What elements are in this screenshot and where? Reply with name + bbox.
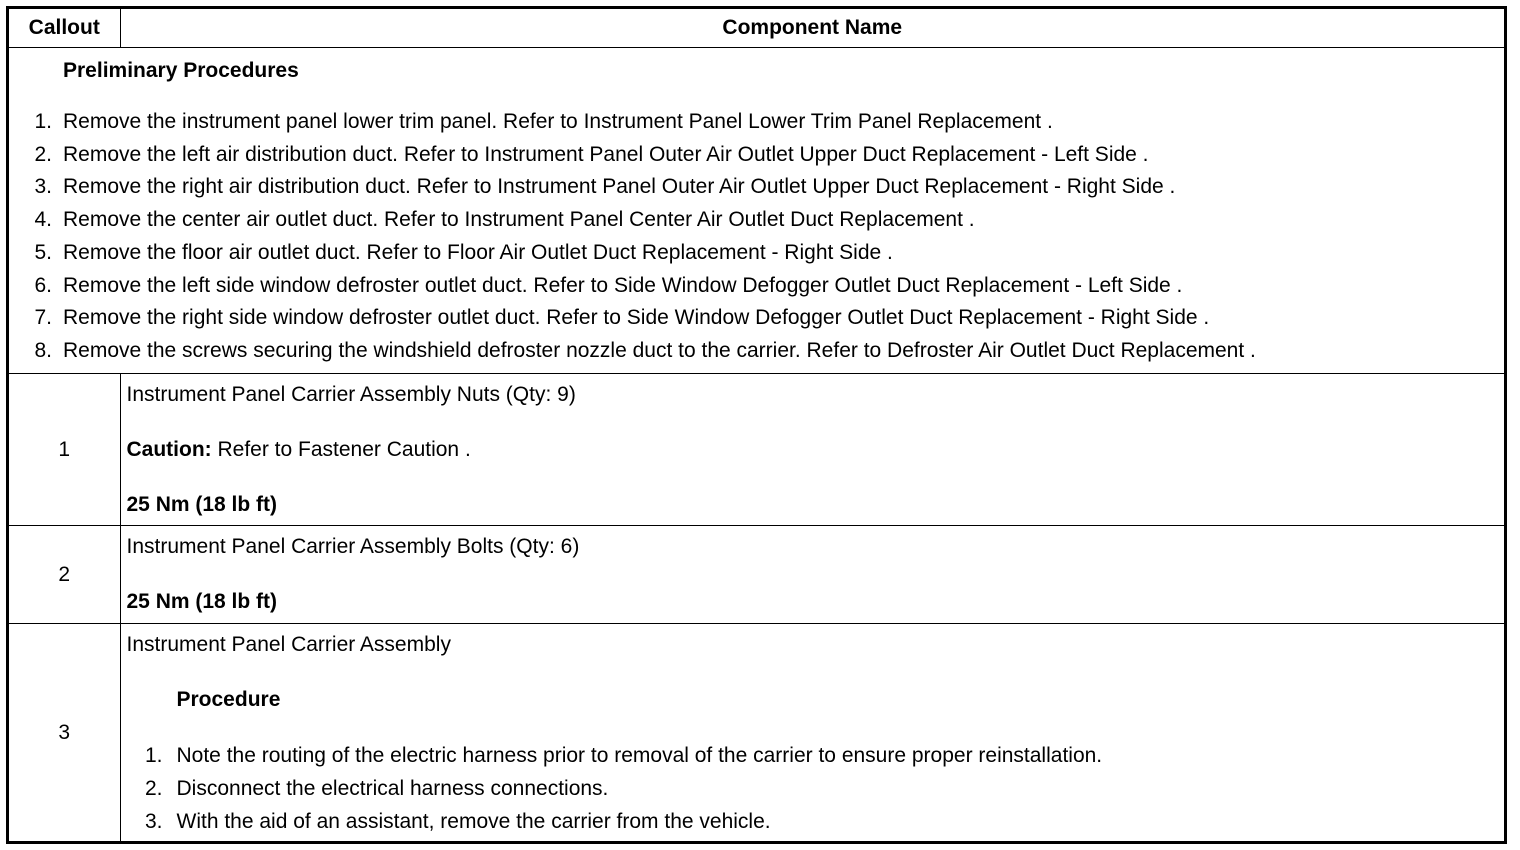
- step-text: Remove the right side window defroster outlet duct. Refer to Side Window Defogger Outlet Duct Replacement - Right Side .: [63, 306, 1210, 330]
- table-row: [9, 526, 1504, 624]
- list-item: 2. Disconnect the electrical harness connections.: [144, 777, 609, 800]
- procedure-steps-list: [127, 739, 1505, 838]
- list-item: 3. With the aid of an assistant, remove the carrier from the vehicle.: [144, 810, 771, 833]
- table-row: [9, 374, 1504, 526]
- step-text: Disconnect the electrical harness connections.: [176, 777, 609, 800]
- header-callout: Callout: [9, 9, 120, 48]
- caution-text: Refer to Fastener Caution .: [211, 438, 471, 461]
- component-name: Instrument Panel Carrier Assembly Bolts (Qty: 6): [126, 535, 580, 558]
- step-text: Remove the screws securing the windshield defroster nozzle duct to the carrier. Refer to Defroster Air Outlet Duct Replacement .: [63, 338, 1256, 362]
- step-text: Remove the left side window defroster outlet duct. Refer to Side Window Defogger Outlet Duct Replacement - Left Side .: [63, 273, 1183, 297]
- component-name: Instrument Panel Carrier Assembly: [126, 633, 451, 656]
- preliminary-procedures-title: Preliminary Procedures: [63, 59, 299, 82]
- step-text: With the aid of an assistant, remove the carrier from the vehicle.: [176, 810, 771, 833]
- preliminary-steps-list: [9, 106, 1504, 368]
- callout-number: 1: [9, 374, 120, 526]
- procedure-title: Procedure: [176, 688, 281, 711]
- list-item: 7. Remove the right side window defroster outlet duct. Refer to Side Window Defogger Outlet Duct Replacement - Right Side .: [34, 306, 1210, 330]
- step-text: Note the routing of the electric harness prior to removal of the carrier to ensure proper reinstallation.: [176, 744, 1103, 767]
- step-text: Remove the center air outlet duct. Refer to Instrument Panel Center Air Outlet Duct Replacement .: [63, 208, 975, 232]
- list-item: 4. Remove the center air outlet duct. Refer to Instrument Panel Center Air Outlet Duct Replacement .: [34, 208, 975, 232]
- table-header-row: [9, 9, 1504, 48]
- component-table: [9, 9, 1504, 841]
- torque-spec: 25 Nm (18 lb ft): [126, 590, 278, 613]
- component-cell: [120, 624, 1504, 842]
- step-text: Remove the right air distribution duct. Refer to Instrument Panel Outer Air Outlet Upper Duct Replacement - Right Side .: [63, 175, 1176, 199]
- preliminary-procedures-row: [9, 48, 1504, 374]
- step-text: Remove the instrument panel lower trim panel. Refer to Instrument Panel Lower Trim Panel Replacement .: [63, 110, 1053, 133]
- callout-number: 3: [9, 624, 120, 842]
- component-name: Instrument Panel Carrier Assembly Nuts (Qty: 9): [126, 383, 576, 406]
- list-item: 3. Remove the right air distribution duct. Refer to Instrument Panel Outer Air Outlet Upper Duct Replacement - Right Side .: [34, 175, 1176, 199]
- step-text: Remove the floor air outlet duct. Refer to Floor Air Outlet Duct Replacement - Right Side .: [63, 240, 893, 264]
- component-cell: [120, 526, 1504, 624]
- list-item: 1. Note the routing of the electric harness prior to removal of the carrier to ensure proper reinstallation.: [144, 744, 1103, 767]
- list-item: 1. Remove the instrument panel lower trim panel. Refer to Instrument Panel Lower Trim Panel Replacement .: [34, 110, 1053, 133]
- component-cell: [120, 374, 1504, 526]
- caution-note: [127, 435, 1505, 465]
- list-item: 6. Remove the left side window defroster outlet duct. Refer to Side Window Defogger Outlet Duct Replacement - Left Side .: [34, 273, 1183, 297]
- header-component-name: Component Name: [120, 9, 1504, 48]
- preliminary-procedures-cell: [9, 48, 1504, 374]
- torque-spec: 25 Nm (18 lb ft): [126, 493, 278, 516]
- component-table-frame: [6, 6, 1507, 844]
- caution-label: Caution:: [126, 438, 212, 461]
- callout-number: 2: [9, 526, 120, 624]
- list-item: 8. Remove the screws securing the windshield defroster nozzle duct to the carrier. Refer to Defroster Air Outlet Duct Replacement .: [34, 338, 1256, 362]
- list-item: 5. Remove the floor air outlet duct. Refer to Floor Air Outlet Duct Replacement - Right Side .: [34, 240, 893, 264]
- table-row: [9, 624, 1504, 842]
- step-text: Remove the left air distribution duct. Refer to Instrument Panel Outer Air Outlet Upper Duct Replacement - Left Side .: [63, 142, 1149, 166]
- list-item: 2. Remove the left air distribution duct. Refer to Instrument Panel Outer Air Outlet Upper Duct Replacement - Left Side .: [34, 142, 1149, 166]
